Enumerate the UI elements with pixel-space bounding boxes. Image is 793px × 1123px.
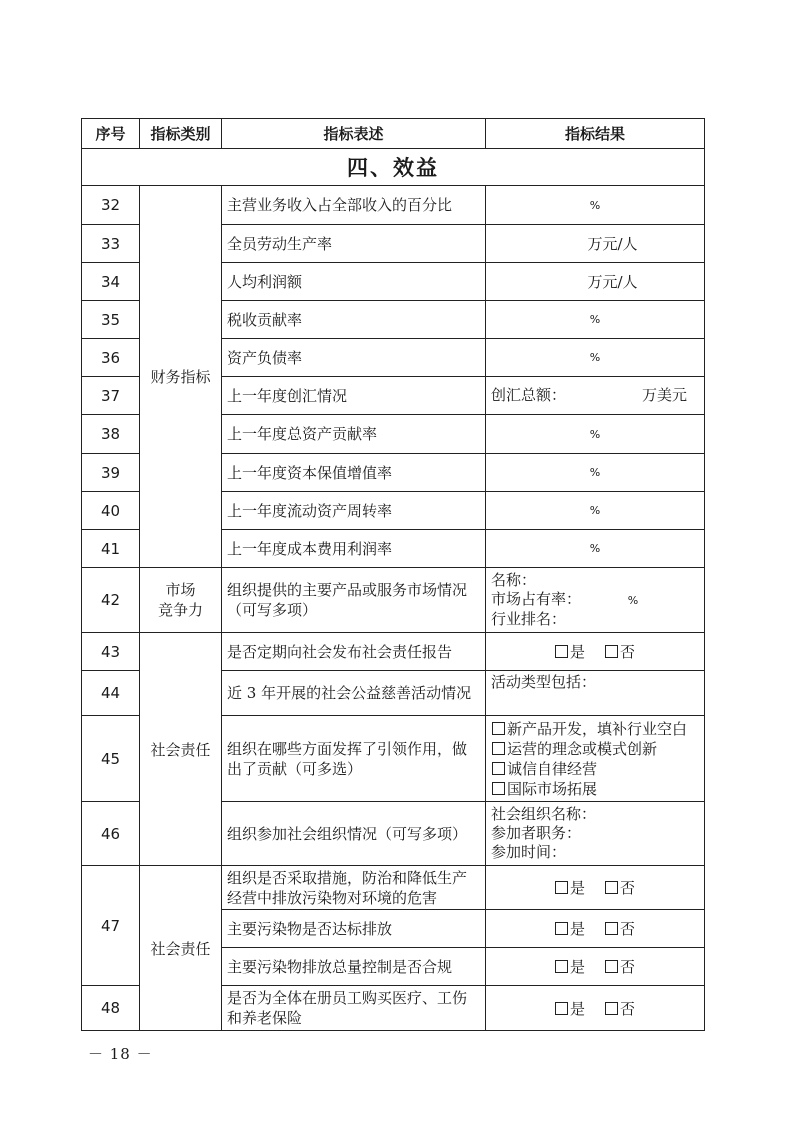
multi-select-options [486,716,705,802]
row-result: % [486,301,705,339]
row-number: 38 [82,415,140,454]
yes-no-options [486,910,705,948]
row-description: 资产负债率 [222,339,486,377]
result-line: 参加者职务： [491,824,582,842]
header-result: 指标结果 [486,119,705,149]
table-row [82,866,705,910]
row-number: 33 [82,225,140,263]
option-item[interactable] [492,759,699,779]
yes-checkbox[interactable] [555,960,568,973]
option-checkbox[interactable] [492,782,505,795]
category-market [140,568,222,633]
result-label: 创汇总额： [491,386,567,404]
row-result: 万元/人 [486,263,705,301]
section-row [82,149,705,186]
row-result: 活动类型包括： [486,671,705,716]
header-row [82,119,705,149]
result-line: 参加时间： [491,843,567,861]
row-result: % [486,492,705,530]
row-description: 上一年度创汇情况 [222,377,486,415]
row-description: 主要污染物排放总量控制是否合规 [222,948,486,986]
row-description: 组织是否采取措施，防治和降低生产经营中排放污染物对环境的危害 [222,866,486,910]
row-description: 近 3 年开展的社会公益慈善活动情况 [222,671,486,716]
option-item[interactable] [492,739,699,759]
row-description: 组织提供的主要产品或服务市场情况（可写多项） [222,568,486,633]
row-result: % [486,530,705,568]
row-number: 48 [82,986,140,1031]
no-checkbox[interactable] [605,645,618,658]
yes-no-options [486,866,705,910]
option-item[interactable] [492,779,699,799]
option-item[interactable] [492,719,699,739]
no-label: 否 [620,643,636,661]
no-label: 否 [620,920,636,938]
option-checkbox[interactable] [492,762,505,775]
row-result: % [486,186,705,225]
row-description: 是否为全体在册员工购买医疗、工伤和养老保险 [222,986,486,1031]
header-no: 序号 [82,119,140,149]
row-number: 32 [82,186,140,225]
row-description: 组织参加社会组织情况（可写多项） [222,802,486,866]
header-category: 指标类别 [140,119,222,149]
category-social-b: 社会责任 [140,866,222,1031]
yes-label: 是 [569,879,585,897]
yes-checkbox[interactable] [555,881,568,894]
yes-label: 是 [569,958,585,976]
no-checkbox[interactable] [605,922,618,935]
row-number: 43 [82,633,140,671]
row-description: 税收贡献率 [222,301,486,339]
category-finance: 财务指标 [140,186,222,568]
row-description: 是否定期向社会发布社会责任报告 [222,633,486,671]
result-line: 社会组织名称： [491,805,597,823]
option-label: 运营的理念或模式创新 [507,739,658,758]
row-description: 组织在哪些方面发挥了引领作用，做出了贡献（可多选） [222,716,486,802]
row-number: 45 [82,716,140,802]
row-number: 36 [82,339,140,377]
result-line [491,590,699,610]
row-number: 44 [82,671,140,716]
header-description: 指标表述 [222,119,486,149]
no-label: 否 [620,999,636,1018]
row-result [486,377,705,415]
row-number: 34 [82,263,140,301]
row-description: 上一年度总资产贡献率 [222,415,486,454]
table-row [82,186,705,225]
option-label: 诚信自律经营 [507,759,598,778]
row-result [486,568,705,633]
yes-no-options [486,948,705,986]
no-checkbox[interactable] [605,1002,618,1015]
row-result: 万元/人 [486,225,705,263]
no-checkbox[interactable] [605,881,618,894]
row-number: 42 [82,568,140,633]
row-result [486,802,705,866]
row-number: 46 [82,802,140,866]
table-row [82,568,705,633]
option-checkbox[interactable] [492,722,505,735]
indicator-table [81,118,705,1031]
section-title: 四、效益 [82,149,705,186]
no-label: 否 [620,879,636,897]
page-number: － 18 － [88,1045,153,1063]
row-number: 41 [82,530,140,568]
yes-checkbox[interactable] [555,922,568,935]
yes-label: 是 [569,643,585,661]
table-row [82,633,705,671]
no-label: 否 [620,958,636,976]
option-checkbox[interactable] [492,742,505,755]
row-number: 40 [82,492,140,530]
row-number: 37 [82,377,140,415]
row-result: % [486,339,705,377]
yes-checkbox[interactable] [555,1002,568,1015]
yes-no-options [486,986,705,1031]
result-line-label: 市场占有率： [491,590,582,608]
row-description: 上一年度成本费用利润率 [222,530,486,568]
row-number: 47 [82,866,140,986]
row-number: 39 [82,454,140,492]
result-unit: 万美元 [641,386,687,404]
yes-label: 是 [569,999,585,1018]
result-line-unit: % [627,594,639,607]
category-market-line2: 竞争力 [157,601,203,619]
category-market-line1: 市场 [165,581,196,599]
result-line: 名称： [491,571,537,589]
row-description: 人均利润额 [222,263,486,301]
yes-label: 是 [569,920,585,938]
row-description: 主营业务收入占全部收入的百分比 [222,186,486,225]
row-number: 35 [82,301,140,339]
row-result: % [486,415,705,454]
yes-no-options [486,633,705,671]
row-description: 上一年度资本保值增值率 [222,454,486,492]
option-label: 国际市场拓展 [507,779,598,798]
result-line: 行业排名： [491,610,567,628]
row-description: 主要污染物是否达标排放 [222,910,486,948]
row-result: % [486,454,705,492]
no-checkbox[interactable] [605,960,618,973]
yes-checkbox[interactable] [555,645,568,658]
category-social-a: 社会责任 [140,633,222,866]
row-description: 全员劳动生产率 [222,225,486,263]
row-description: 上一年度流动资产周转率 [222,492,486,530]
option-label: 新产品开发，填补行业空白 [507,719,688,738]
